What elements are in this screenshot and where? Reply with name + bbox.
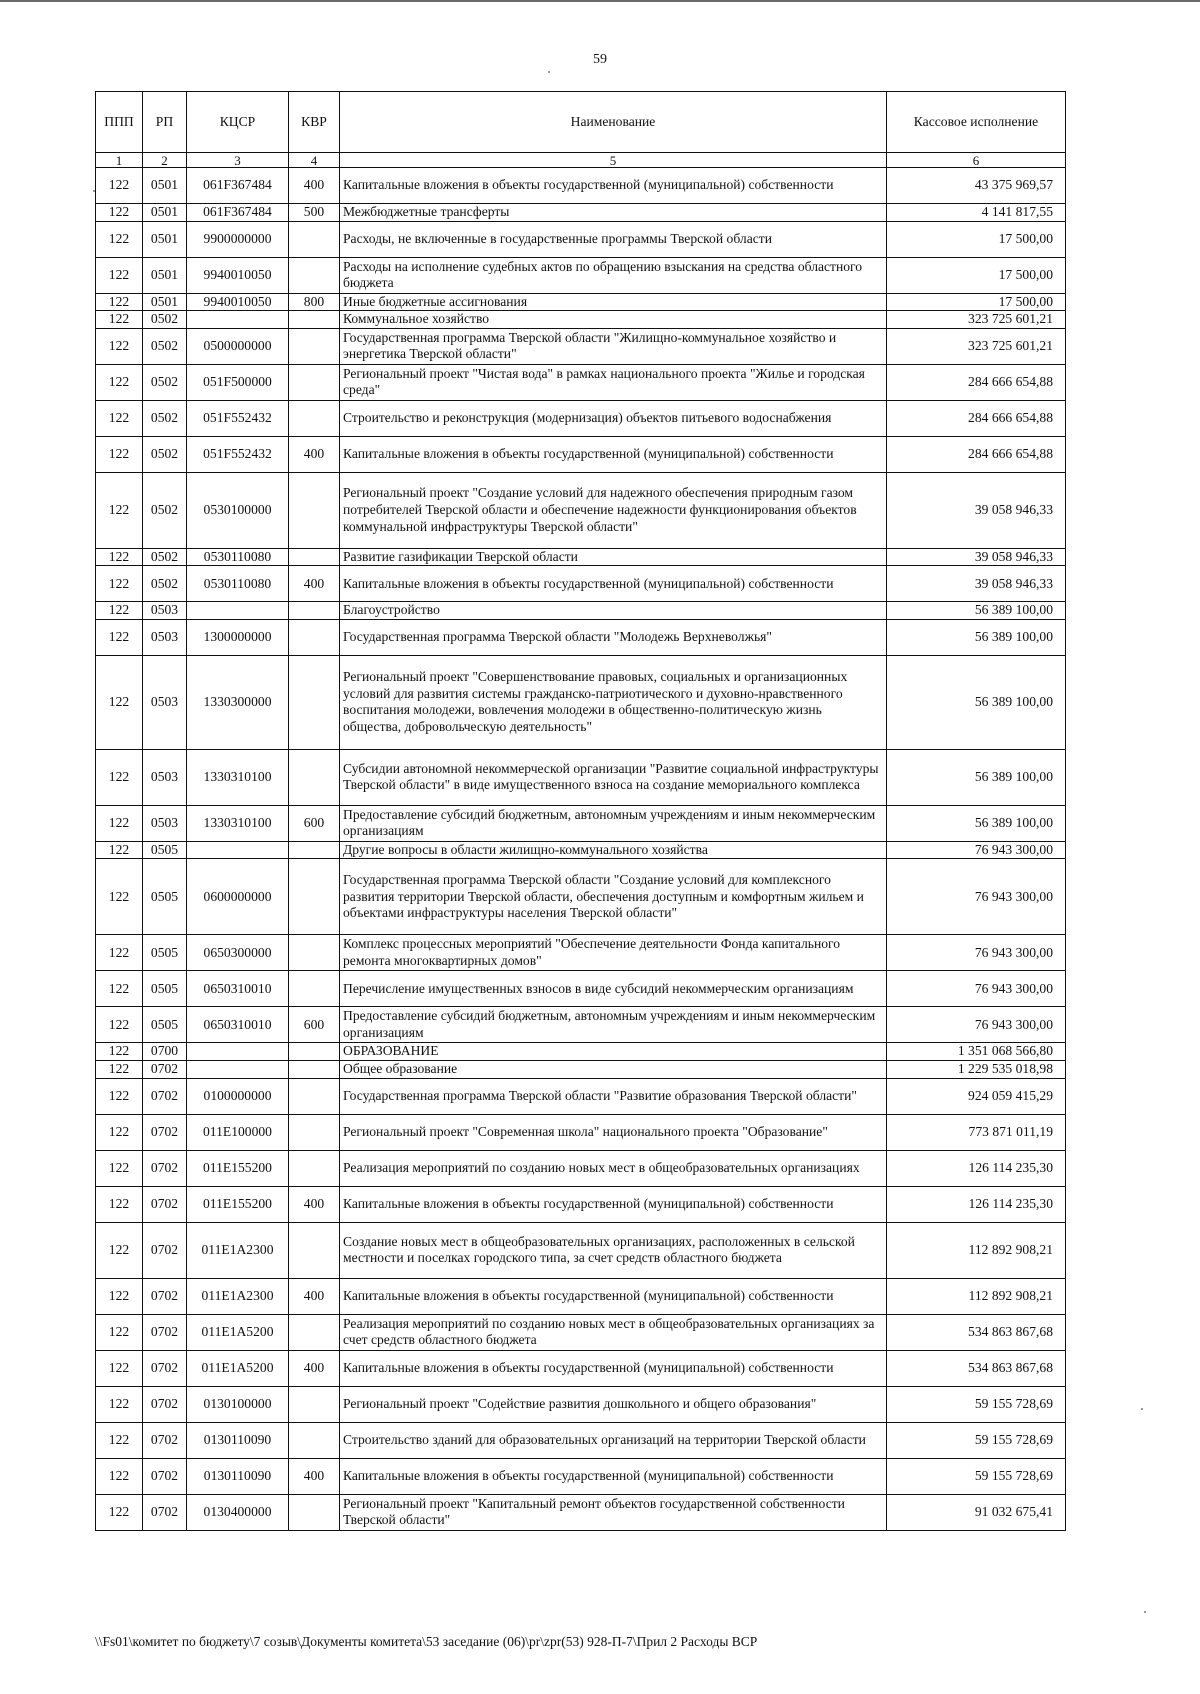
- cell-amount: 534 863 867,68: [887, 1350, 1066, 1386]
- cell-kcsr: 051F500000: [187, 364, 289, 400]
- cell-name: Региональный проект "Чистая вода" в рамках национального проекта "Жилье и городская среда": [340, 364, 887, 400]
- cell-name: Реализация мероприятий по созданию новых мест в общеобразовательных организациях: [340, 1150, 887, 1186]
- scan-speck: [1144, 1611, 1146, 1613]
- cell-name: Расходы на исполнение судебных актов по обращению взыскания на средства областного бюджета: [340, 257, 887, 293]
- cell-kvr: 400: [289, 1458, 340, 1494]
- table-row: [96, 293, 1066, 311]
- cell-ppp: 122: [96, 1043, 143, 1061]
- cell-ppp: 122: [96, 1222, 143, 1278]
- cell-rp: 0501: [143, 168, 187, 204]
- cell-name: ОБРАЗОВАНИЕ: [340, 1043, 887, 1061]
- table-row: [96, 566, 1066, 602]
- cell-kvr: [289, 971, 340, 1007]
- cell-rp: 0503: [143, 805, 187, 841]
- cell-kvr: [289, 311, 340, 329]
- cell-amount: 56 389 100,00: [887, 655, 1066, 749]
- cell-ppp: 122: [96, 436, 143, 472]
- cell-rp: 0501: [143, 293, 187, 311]
- cell-kvr: 400: [289, 168, 340, 204]
- cell-ppp: 122: [96, 204, 143, 222]
- cell-kvr: [289, 1150, 340, 1186]
- cell-kvr: 400: [289, 1278, 340, 1314]
- cell-name: Комплекс процессных мероприятий "Обеспечение деятельности Фонда капитального ремонта многоквартирных домов": [340, 935, 887, 971]
- cell-name: Государственная программа Тверской области "Создание условий для комплексного развития территории Тверской области, обеспечения доступным и комфортным жильем и объектами инфраструктуры населения Тверской области": [340, 859, 887, 935]
- table-row: [96, 1061, 1066, 1079]
- header-ppp: ППП: [96, 92, 143, 153]
- table-row: [96, 400, 1066, 436]
- table-row: [96, 1007, 1066, 1043]
- cell-amount: 773 871 011,19: [887, 1114, 1066, 1150]
- cell-kvr: [289, 257, 340, 293]
- cell-kcsr: 9900000000: [187, 221, 289, 257]
- table-row: [96, 1386, 1066, 1422]
- cell-amount: 91 032 675,41: [887, 1494, 1066, 1530]
- cell-kcsr: 051F552432: [187, 436, 289, 472]
- cell-kvr: [289, 1422, 340, 1458]
- cell-ppp: 122: [96, 328, 143, 364]
- cell-kvr: 800: [289, 293, 340, 311]
- cell-rp: 0502: [143, 566, 187, 602]
- cell-name: Реализация мероприятий по созданию новых мест в общеобразовательных организациях за счет средств областного бюджета: [340, 1314, 887, 1350]
- cell-rp: 0503: [143, 602, 187, 620]
- cell-ppp: 122: [96, 1150, 143, 1186]
- cell-kvr: [289, 619, 340, 655]
- table-row: [96, 602, 1066, 620]
- cell-kcsr: 9940010050: [187, 257, 289, 293]
- cell-name: Государственная программа Тверской области "Молодежь Верхневолжья": [340, 619, 887, 655]
- cell-amount: 1 351 068 566,80: [887, 1043, 1066, 1061]
- cell-kcsr: 011E100000: [187, 1114, 289, 1150]
- cell-ppp: 122: [96, 1350, 143, 1386]
- cell-kcsr: 011E1A5200: [187, 1314, 289, 1350]
- table-row: [96, 619, 1066, 655]
- table-row: [96, 859, 1066, 935]
- cell-kvr: [289, 548, 340, 566]
- cell-ppp: 122: [96, 805, 143, 841]
- cell-kcsr: [187, 602, 289, 620]
- scan-edge-line: [0, 0, 1200, 2]
- table-body: [96, 168, 1066, 1531]
- cell-amount: 59 155 728,69: [887, 1422, 1066, 1458]
- cell-amount: 43 375 969,57: [887, 168, 1066, 204]
- table-row: [96, 841, 1066, 859]
- cell-ppp: 122: [96, 1278, 143, 1314]
- cell-rp: 0702: [143, 1186, 187, 1222]
- cell-rp: 0702: [143, 1114, 187, 1150]
- cell-kcsr: 0530110080: [187, 566, 289, 602]
- cell-rp: 0503: [143, 749, 187, 805]
- cell-amount: 323 725 601,21: [887, 311, 1066, 329]
- cell-ppp: 122: [96, 1314, 143, 1350]
- cell-kcsr: 0530100000: [187, 472, 289, 548]
- cell-kvr: [289, 1061, 340, 1079]
- header-kcsr: КЦСР: [187, 92, 289, 153]
- column-number: 3: [187, 153, 289, 168]
- cell-kcsr: 011E1A2300: [187, 1222, 289, 1278]
- cell-rp: 0702: [143, 1061, 187, 1079]
- cell-amount: 4 141 817,55: [887, 204, 1066, 222]
- cell-ppp: 122: [96, 971, 143, 1007]
- cell-rp: 0700: [143, 1043, 187, 1061]
- cell-name: Строительство зданий для образовательных организаций на территории Тверской области: [340, 1422, 887, 1458]
- cell-ppp: 122: [96, 859, 143, 935]
- cell-kvr: 400: [289, 1186, 340, 1222]
- cell-kcsr: 0130100000: [187, 1386, 289, 1422]
- table-row: [96, 311, 1066, 329]
- cell-name: Капитальные вложения в объекты государственной (муниципальной) собственности: [340, 1186, 887, 1222]
- cell-kcsr: 0130110090: [187, 1422, 289, 1458]
- cell-name: Государственная программа Тверской области "Развитие образования Тверской области": [340, 1078, 887, 1114]
- cell-rp: 0702: [143, 1078, 187, 1114]
- cell-rp: 0501: [143, 204, 187, 222]
- table-row: [96, 971, 1066, 1007]
- cell-kcsr: 0130110090: [187, 1458, 289, 1494]
- cell-ppp: 122: [96, 168, 143, 204]
- cell-kvr: [289, 1078, 340, 1114]
- cell-ppp: 122: [96, 935, 143, 971]
- cell-rp: 0702: [143, 1458, 187, 1494]
- cell-kcsr: 0100000000: [187, 1078, 289, 1114]
- cell-rp: 0501: [143, 257, 187, 293]
- cell-name: Субсидии автономной некоммерческой организации "Развитие социальной инфраструктуры Тверской области" в виде имущественного взноса на создание мемориального комплекса: [340, 749, 887, 805]
- cell-rp: 0702: [143, 1494, 187, 1530]
- cell-amount: 39 058 946,33: [887, 472, 1066, 548]
- table-row: [96, 221, 1066, 257]
- cell-name: Предоставление субсидий бюджетным, автономным учреждениям и иным некоммерческим организациям: [340, 1007, 887, 1043]
- cell-kcsr: [187, 841, 289, 859]
- table-row: [96, 204, 1066, 222]
- cell-name: Строительство и реконструкция (модернизация) объектов питьевого водоснабжения: [340, 400, 887, 436]
- cell-kvr: [289, 400, 340, 436]
- cell-name: Капитальные вложения в объекты государственной (муниципальной) собственности: [340, 566, 887, 602]
- cell-name: Другие вопросы в области жилищно-коммунального хозяйства: [340, 841, 887, 859]
- cell-amount: 112 892 908,21: [887, 1222, 1066, 1278]
- cell-kvr: [289, 364, 340, 400]
- cell-amount: 126 114 235,30: [887, 1186, 1066, 1222]
- cell-ppp: 122: [96, 1186, 143, 1222]
- table-row: [96, 1278, 1066, 1314]
- cell-name: Капитальные вложения в объекты государственной (муниципальной) собственности: [340, 168, 887, 204]
- table-row: [96, 1222, 1066, 1278]
- table-row: [96, 1150, 1066, 1186]
- scan-speck: [93, 190, 95, 192]
- cell-name: Региональный проект "Современная школа" национального проекта "Образование": [340, 1114, 887, 1150]
- cell-rp: 0505: [143, 859, 187, 935]
- cell-kcsr: [187, 1061, 289, 1079]
- cell-rp: 0501: [143, 221, 187, 257]
- cell-rp: 0505: [143, 971, 187, 1007]
- cell-rp: 0502: [143, 364, 187, 400]
- cell-kvr: [289, 221, 340, 257]
- table-row: [96, 1078, 1066, 1114]
- cell-rp: 0502: [143, 548, 187, 566]
- cell-rp: 0505: [143, 841, 187, 859]
- header-rp: РП: [143, 92, 187, 153]
- cell-kvr: 500: [289, 204, 340, 222]
- cell-kcsr: 051F552432: [187, 400, 289, 436]
- cell-amount: 59 155 728,69: [887, 1458, 1066, 1494]
- cell-ppp: 122: [96, 1114, 143, 1150]
- cell-amount: 76 943 300,00: [887, 841, 1066, 859]
- cell-kcsr: 0600000000: [187, 859, 289, 935]
- cell-ppp: 122: [96, 221, 143, 257]
- cell-name: Межбюджетные трансферты: [340, 204, 887, 222]
- cell-kvr: [289, 655, 340, 749]
- column-number: 2: [143, 153, 187, 168]
- cell-amount: 126 114 235,30: [887, 1150, 1066, 1186]
- cell-amount: 284 666 654,88: [887, 436, 1066, 472]
- cell-ppp: 122: [96, 1458, 143, 1494]
- cell-amount: 17 500,00: [887, 257, 1066, 293]
- cell-name: Региональный проект "Совершенствование правовых, социальных и организационных условий для развития системы гражданско-патриотического и духовно-нравственного воспитания молодежи, вовлечения молодежи в общественно-политическую жизнь общества, добровольческую деятельность": [340, 655, 887, 749]
- cell-kvr: 600: [289, 805, 340, 841]
- scan-speck: [1141, 1408, 1143, 1410]
- cell-kvr: 400: [289, 1350, 340, 1386]
- scan-speck: [548, 71, 550, 73]
- cell-ppp: 122: [96, 400, 143, 436]
- cell-amount: 59 155 728,69: [887, 1386, 1066, 1422]
- table-row: [96, 1043, 1066, 1061]
- cell-ppp: 122: [96, 619, 143, 655]
- cell-kvr: [289, 749, 340, 805]
- cell-rp: 0702: [143, 1350, 187, 1386]
- cell-name: Предоставление субсидий бюджетным, автономным учреждениям и иным некоммерческим организациям: [340, 805, 887, 841]
- cell-amount: 17 500,00: [887, 293, 1066, 311]
- cell-amount: 56 389 100,00: [887, 749, 1066, 805]
- cell-ppp: 122: [96, 364, 143, 400]
- cell-kvr: [289, 1494, 340, 1530]
- table-row: [96, 749, 1066, 805]
- cell-name: Перечисление имущественных взносов в виде субсидий некоммерческим организациям: [340, 971, 887, 1007]
- cell-kvr: 400: [289, 566, 340, 602]
- cell-kvr: 400: [289, 436, 340, 472]
- cell-name: Коммунальное хозяйство: [340, 311, 887, 329]
- cell-amount: 323 725 601,21: [887, 328, 1066, 364]
- cell-kcsr: 0650310010: [187, 1007, 289, 1043]
- cell-name: Капитальные вложения в объекты государственной (муниципальной) собственности: [340, 436, 887, 472]
- cell-name: Общее образование: [340, 1061, 887, 1079]
- table-row: [96, 655, 1066, 749]
- cell-kcsr: 0500000000: [187, 328, 289, 364]
- cell-kcsr: 061F367484: [187, 204, 289, 222]
- cell-kcsr: 0650310010: [187, 971, 289, 1007]
- cell-amount: 924 059 415,29: [887, 1078, 1066, 1114]
- cell-amount: 284 666 654,88: [887, 364, 1066, 400]
- cell-kvr: [289, 935, 340, 971]
- cell-rp: 0505: [143, 1007, 187, 1043]
- cell-ppp: 122: [96, 749, 143, 805]
- cell-ppp: 122: [96, 1061, 143, 1079]
- table-row: [96, 548, 1066, 566]
- cell-rp: 0702: [143, 1314, 187, 1350]
- table-row: [96, 168, 1066, 204]
- column-number: 4: [289, 153, 340, 168]
- cell-ppp: 122: [96, 655, 143, 749]
- cell-ppp: 122: [96, 602, 143, 620]
- cell-rp: 0503: [143, 619, 187, 655]
- budget-expenditure-table: [95, 91, 1066, 1531]
- cell-amount: 76 943 300,00: [887, 859, 1066, 935]
- cell-rp: 0502: [143, 400, 187, 436]
- header-kvr: КВР: [289, 92, 340, 153]
- cell-kcsr: 1330310100: [187, 805, 289, 841]
- cell-kcsr: 0530110080: [187, 548, 289, 566]
- cell-kvr: [289, 328, 340, 364]
- cell-rp: 0502: [143, 436, 187, 472]
- table-row: [96, 1458, 1066, 1494]
- footer-file-path: \\Fs01\комитет по бюджету\7 созыв\Документы комитета\53 заседание (06)\pr\zpr(53) 928-П-7\Прил 2 Расходы ВСР: [95, 1634, 758, 1649]
- cell-kvr: [289, 1043, 340, 1061]
- cell-kcsr: 1330300000: [187, 655, 289, 749]
- cell-kcsr: 1300000000: [187, 619, 289, 655]
- cell-kcsr: [187, 311, 289, 329]
- cell-kvr: [289, 1114, 340, 1150]
- cell-name: Капитальные вложения в объекты государственной (муниципальной) собственности: [340, 1350, 887, 1386]
- header-amount: Кассовое исполнение: [887, 92, 1066, 153]
- cell-ppp: 122: [96, 311, 143, 329]
- cell-ppp: 122: [96, 1007, 143, 1043]
- table-row: [96, 472, 1066, 548]
- cell-rp: 0502: [143, 472, 187, 548]
- cell-kcsr: 9940010050: [187, 293, 289, 311]
- table-row: [96, 328, 1066, 364]
- cell-rp: 0702: [143, 1222, 187, 1278]
- cell-rp: 0502: [143, 328, 187, 364]
- cell-amount: 76 943 300,00: [887, 935, 1066, 971]
- cell-rp: 0702: [143, 1422, 187, 1458]
- table-row: [96, 1422, 1066, 1458]
- cell-kvr: [289, 602, 340, 620]
- cell-name: Благоустройство: [340, 602, 887, 620]
- cell-amount: 56 389 100,00: [887, 602, 1066, 620]
- cell-rp: 0505: [143, 935, 187, 971]
- cell-amount: 39 058 946,33: [887, 566, 1066, 602]
- cell-kcsr: 011E155200: [187, 1150, 289, 1186]
- cell-ppp: 122: [96, 548, 143, 566]
- cell-kvr: [289, 1314, 340, 1350]
- table-row: [96, 364, 1066, 400]
- cell-kcsr: 011E1A2300: [187, 1278, 289, 1314]
- table-row: [96, 805, 1066, 841]
- cell-ppp: 122: [96, 1078, 143, 1114]
- cell-rp: 0702: [143, 1150, 187, 1186]
- table-row: [96, 257, 1066, 293]
- cell-kvr: [289, 472, 340, 548]
- cell-rp: 0702: [143, 1386, 187, 1422]
- cell-name: Государственная программа Тверской области "Жилищно-коммунальное хозяйство и энергетика Тверской области": [340, 328, 887, 364]
- column-number: 5: [340, 153, 887, 168]
- cell-name: Иные бюджетные ассигнования: [340, 293, 887, 311]
- cell-amount: 76 943 300,00: [887, 1007, 1066, 1043]
- cell-ppp: 122: [96, 472, 143, 548]
- column-number: 6: [887, 153, 1066, 168]
- table-row: [96, 935, 1066, 971]
- cell-amount: 56 389 100,00: [887, 805, 1066, 841]
- cell-ppp: 122: [96, 257, 143, 293]
- cell-rp: 0502: [143, 311, 187, 329]
- cell-ppp: 122: [96, 566, 143, 602]
- table-row: [96, 1494, 1066, 1530]
- page-number: 59: [593, 52, 607, 67]
- cell-name: Региональный проект "Капитальный ремонт объектов государственной собственности Тверской области": [340, 1494, 887, 1530]
- cell-amount: 112 892 908,21: [887, 1278, 1066, 1314]
- cell-ppp: 122: [96, 1494, 143, 1530]
- cell-amount: 39 058 946,33: [887, 548, 1066, 566]
- cell-ppp: 122: [96, 1422, 143, 1458]
- cell-ppp: 122: [96, 841, 143, 859]
- cell-kvr: 600: [289, 1007, 340, 1043]
- cell-name: Региональный проект "Содействие развития дошкольного и общего образования": [340, 1386, 887, 1422]
- cell-rp: 0702: [143, 1278, 187, 1314]
- cell-kvr: [289, 841, 340, 859]
- table-row: [96, 1186, 1066, 1222]
- cell-amount: 284 666 654,88: [887, 400, 1066, 436]
- table-header-row: [96, 92, 1066, 153]
- cell-amount: 76 943 300,00: [887, 971, 1066, 1007]
- cell-amount: 56 389 100,00: [887, 619, 1066, 655]
- cell-kcsr: 0130400000: [187, 1494, 289, 1530]
- header-name: Наименование: [340, 92, 887, 153]
- cell-kcsr: 011E155200: [187, 1186, 289, 1222]
- cell-kcsr: 1330310100: [187, 749, 289, 805]
- cell-kvr: [289, 1222, 340, 1278]
- cell-name: Развитие газификации Тверской области: [340, 548, 887, 566]
- table-row: [96, 1114, 1066, 1150]
- table-row: [96, 1350, 1066, 1386]
- cell-name: Капитальные вложения в объекты государственной (муниципальной) собственности: [340, 1278, 887, 1314]
- column-number: 1: [96, 153, 143, 168]
- column-number-row: [96, 153, 1066, 168]
- cell-kvr: [289, 1386, 340, 1422]
- cell-kcsr: 061F367484: [187, 168, 289, 204]
- cell-kvr: [289, 859, 340, 935]
- cell-kcsr: 0650300000: [187, 935, 289, 971]
- table-row: [96, 436, 1066, 472]
- cell-name: Создание новых мест в общеобразовательных организациях, расположенных в сельской местности и поселках городского типа, за счет средств областного бюджета: [340, 1222, 887, 1278]
- table-row: [96, 1314, 1066, 1350]
- cell-kcsr: [187, 1043, 289, 1061]
- cell-amount: 17 500,00: [887, 221, 1066, 257]
- cell-ppp: 122: [96, 1386, 143, 1422]
- cell-amount: 1 229 535 018,98: [887, 1061, 1066, 1079]
- cell-ppp: 122: [96, 293, 143, 311]
- cell-amount: 534 863 867,68: [887, 1314, 1066, 1350]
- cell-kcsr: 011E1A5200: [187, 1350, 289, 1386]
- cell-rp: 0503: [143, 655, 187, 749]
- cell-name: Расходы, не включенные в государственные программы Тверской области: [340, 221, 887, 257]
- cell-name: Региональный проект "Создание условий для надежного обеспечения природным газом потребителей Тверской области и обеспечение надежности функционирования объектов коммунальной инфраструктуры Тверской области": [340, 472, 887, 548]
- cell-name: Капитальные вложения в объекты государственной (муниципальной) собственности: [340, 1458, 887, 1494]
